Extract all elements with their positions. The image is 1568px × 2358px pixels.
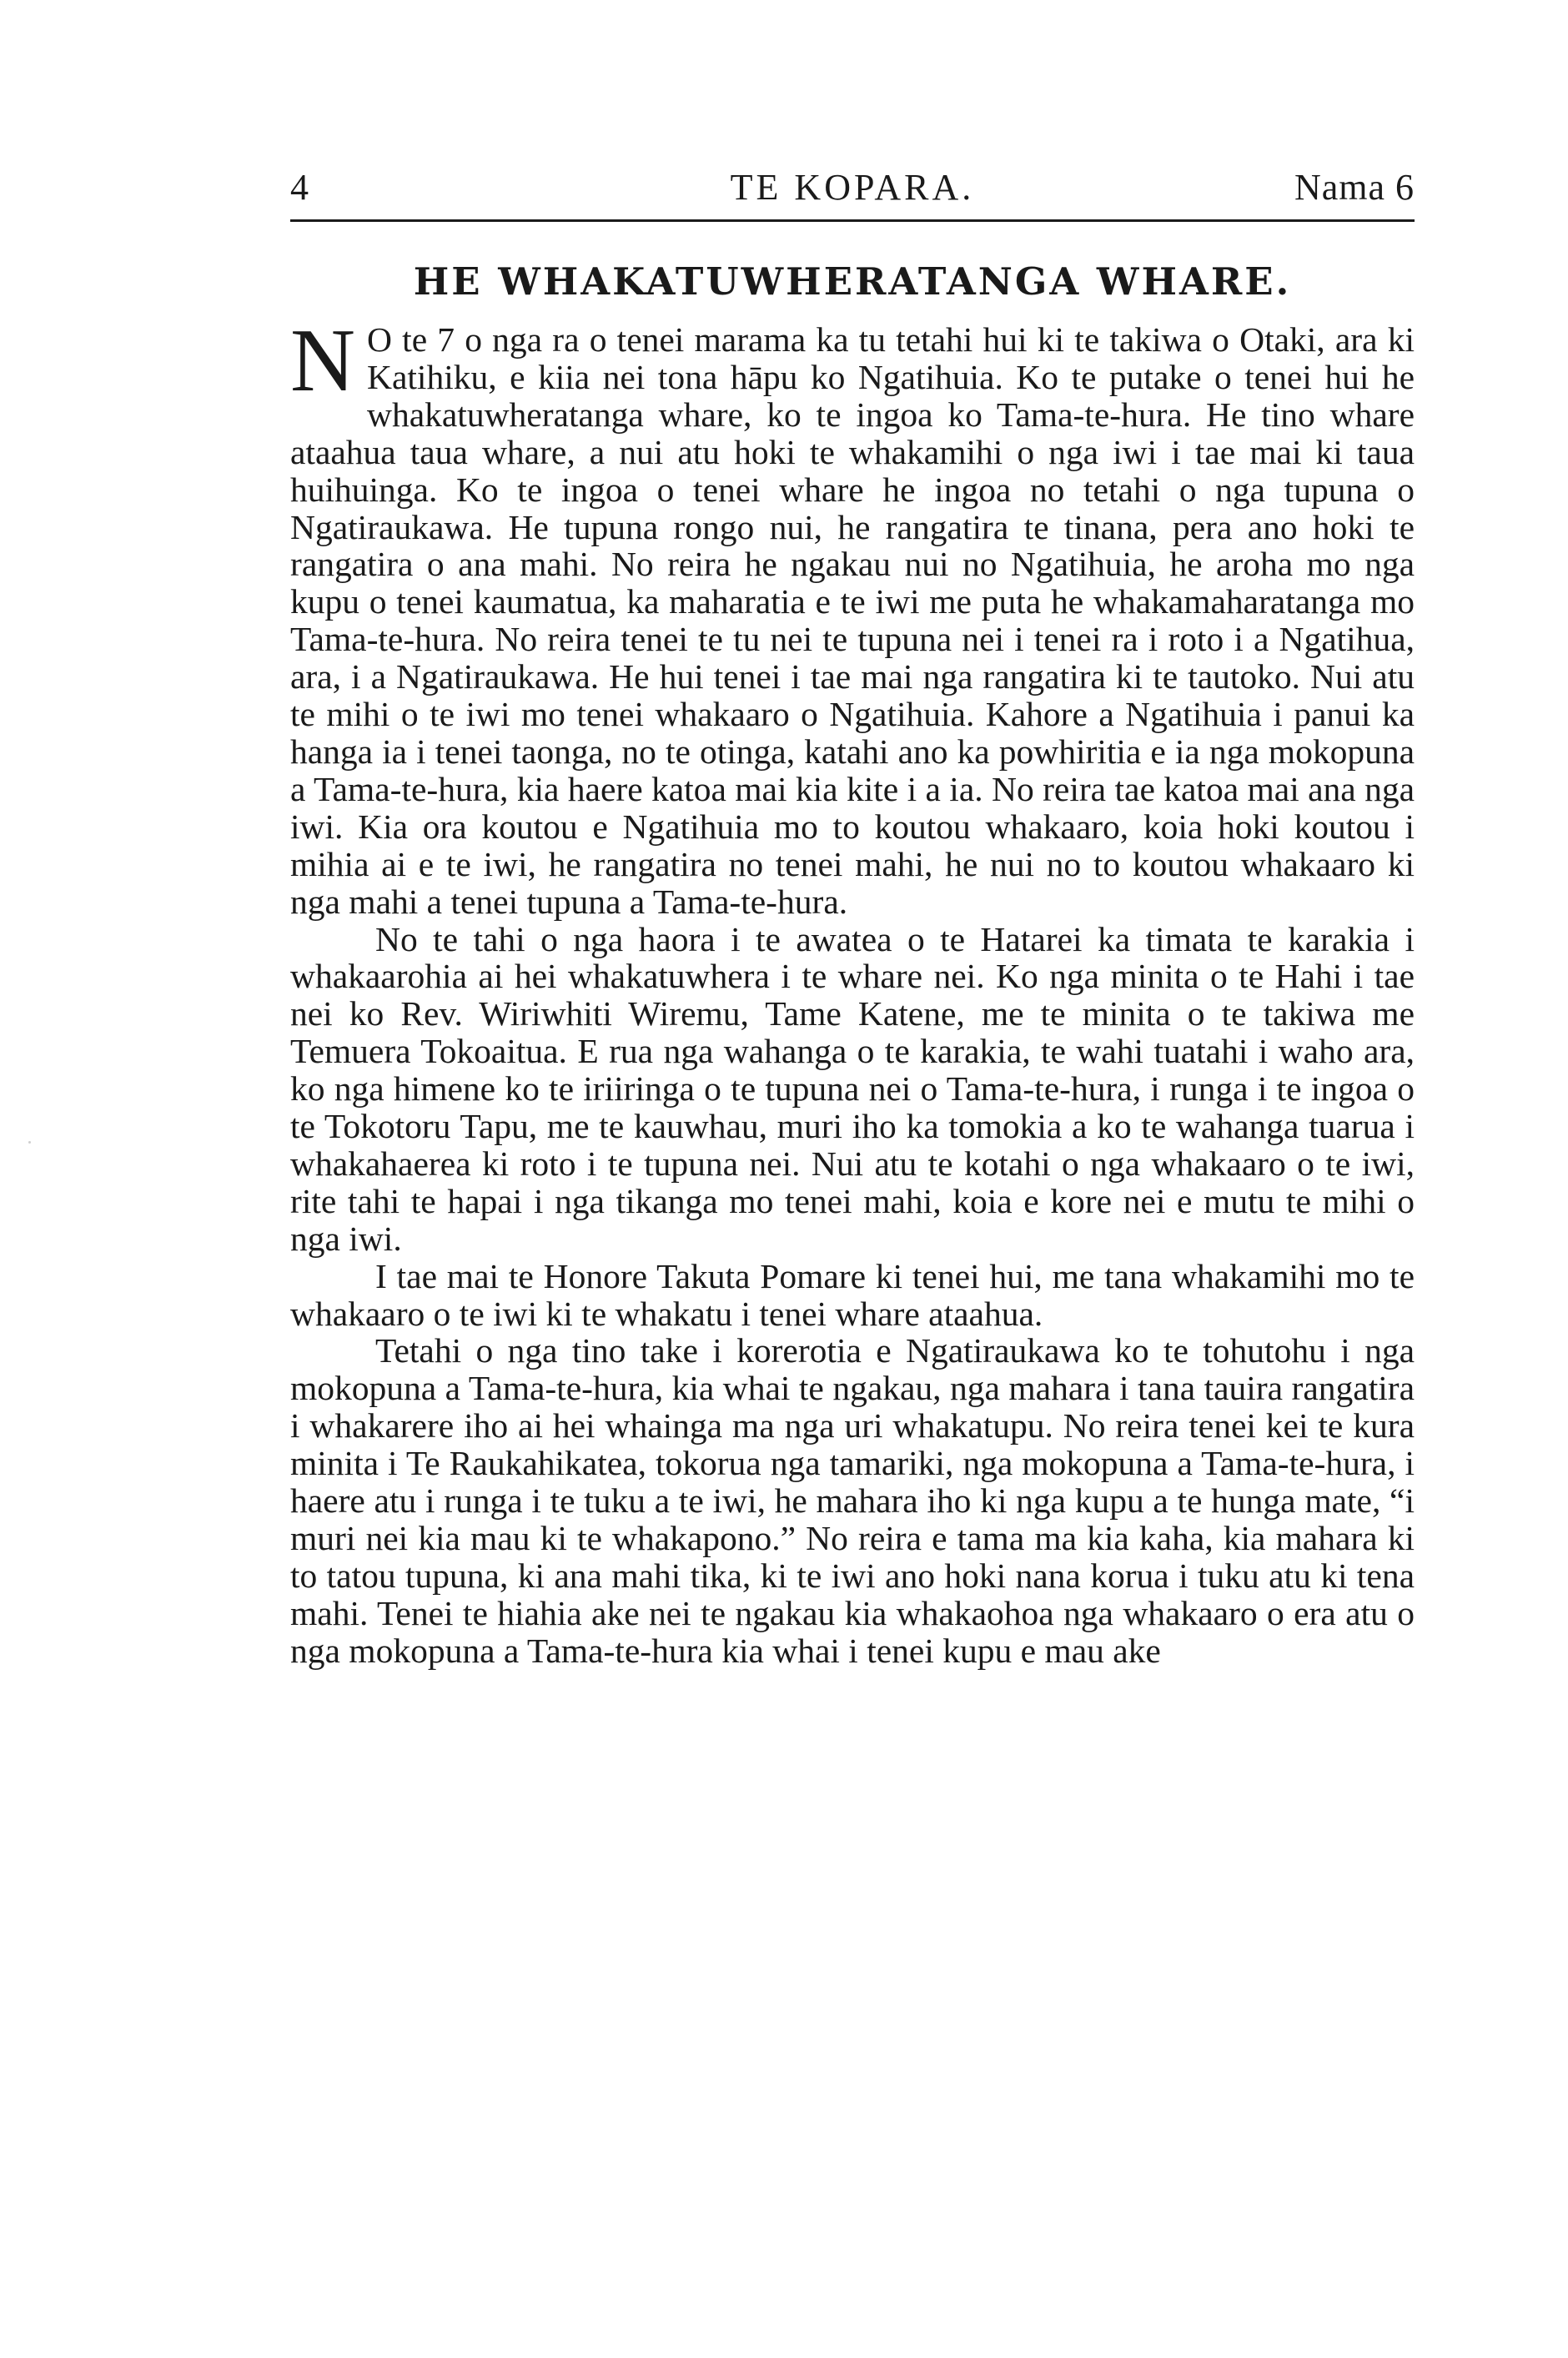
header-rule: [290, 219, 1415, 222]
paragraph-3: I tae mai te Honore Takuta Pomare ki tenei hui, me tana whakamihi mo te whakaaro o te iwi ki te whakatu i tenei whare ataahua.: [290, 1256, 1415, 1333]
paragraph-2: No te tahi o nga haora i te awatea o te Hatarei ka timata te karakia i whakaarohia ai hei whakatuwhera i te whare nei. Ko nga minita o te Hahi i tae nei ko Rev. Wiriwhiti Wiremu, Tame Katene, me te minita o te takiwa me Temuera Tokoaitua. E rua nga wahanga o te karakia, te wahi tuatahi i waho ara, ko nga himene ko te iriiringa o te tupuna nei o Tama-te-hura, i runga i te ingoa o te Tokotoru Tapu, me te kauwhau, muri iho ka tomokia a ko te wahanga tuarua i whakahaerea ki roto i te tupuna nei. Nui atu te kotahi o nga whakaaro o te iwi, rite tahi te hapai i nga tikanga mo tenei mahi, koia e kore nei e mutu te mihi o nga iwi.: [290, 919, 1415, 1258]
paragraph-1: [290, 311, 1415, 921]
paragraph-4: Tetahi o nga tino take i korerotia e Ngatiraukawa ko te tohutohu i nga mokopuna a Tama-te-hura, kia whai te ngakau, nga mahara i tana tauira rangatira i whakarere iho ai hei whainga ma nga uri whakatupu. No reira tenei kei te kura minita i Te Raukahikatea, tokorua nga tamariki, nga mokopuna a Tama-te-hura, i haere atu i runga i te tuku a te iwi, he mahara iho ki nga kupu a te hunga mate, “i muri nei kia mau ki te whakapono.” No reira e tama ma kia kaha, kia mahara ki to tatou tupuna, ki ana mahi tika, ki te iwi ano hoki nana korua i tuku atu ki tena mahi. Tenei te hiahia ake nei te ngakau kia whakaohoa nga whakaaro o era atu o nga mokopuna a Tama-te-hura kia whai i tenei kupu e mau ake: [290, 1331, 1415, 1670]
paper-speck: [28, 1141, 31, 1144]
publication-title: TE KOPARA.: [730, 167, 975, 208]
drop-cap: N: [290, 311, 355, 410]
paragraph-1-text: O te 7 o nga ra o tenei marama ka tu tetahi hui ki te takiwa o Otaki, ara ki Katihiku, e kiia nei tona hāpu ko Ngatihuia. Ko te putake o tenei hui he whakatuwheratanga whare, ko te ingoa ko Tama-te-hura. He tino whare ataahua taua whare, a nui atu hoki te whakamihi o nga iwi i tae mai ki taua huihuinga. Ko te ingoa o tenei whare he ingoa no tetahi o nga tupuna o Ngatiraukawa. He tupuna rongo nui, he rangatira te tinana, pera ano hoki te rangatira o ana mahi. No reira he ngakau nui no Ngatihuia, he aroha mo nga kupu o tenei kaumatua, ka maharatia e te iwi me puta he whakamaharatanga mo Tama-te-hura. No reira tenei te tu nei te tupuna nei i tenei ra i roto i a Ngatihua, ara, i a Ngatiraukawa. He hui tenei i tae mai nga rangatira ki te tautoko. Nui atu te mihi o te iwi mo tenei whakaaro o Ngatihuia. Kahore a Ngatihuia i panui ka hanga ia i tenei taonga, no te otinga, katahi ano ka powhiritia e ia nga mokopuna a Tama-te-hura, kia haere katoa mai kia kite i a ia. No reira tae katoa mai ana nga iwi. Kia ora koutou e Ngatihuia mo to koutou whakaaro, koia hoki koutou i mihia ai e te iwi, he rangatira no tenei mahi, he nui no to koutou whakaaro ki nga mahi a tenei tupuna a Tama-te-hura.: [290, 320, 1415, 921]
article-title: HE WHAKATUWHERATANGA WHARE.: [413, 259, 1292, 304]
issue-number: Nama 6: [1294, 167, 1415, 208]
page-number: 4: [290, 167, 309, 208]
article-body: [290, 311, 1415, 1670]
running-header: [290, 163, 1415, 213]
